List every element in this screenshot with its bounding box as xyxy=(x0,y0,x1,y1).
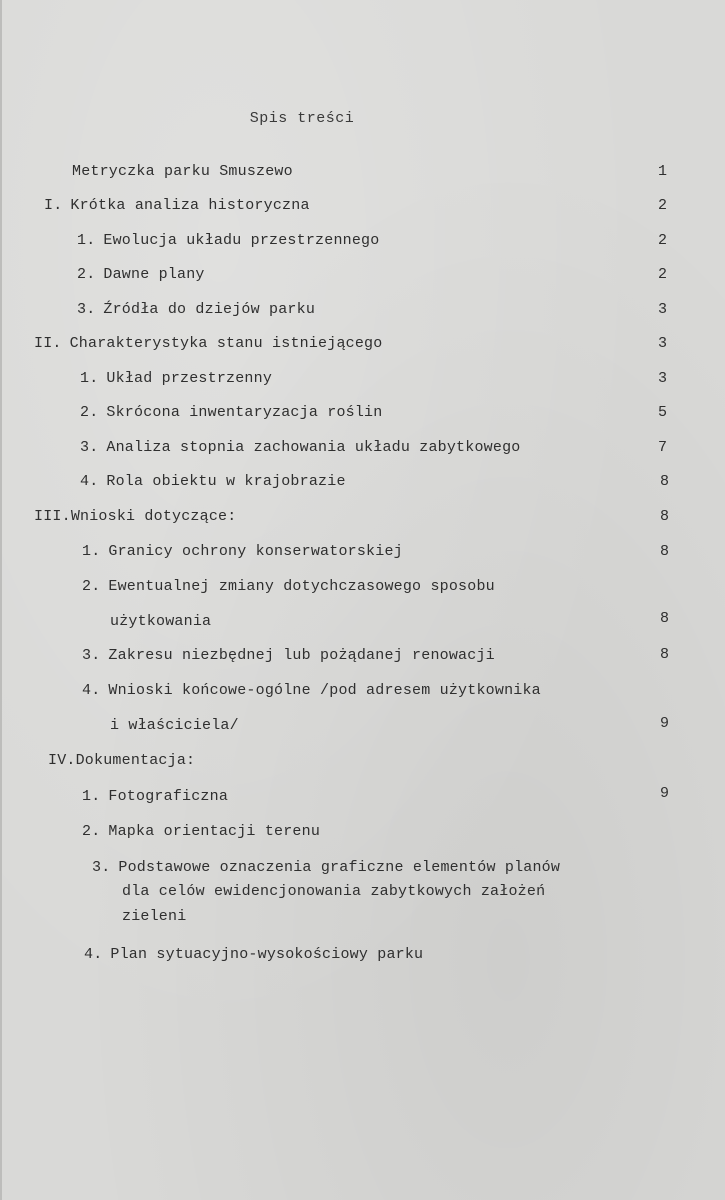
toc-entry xyxy=(34,508,236,525)
toc-entry-text: Rola obiektu w krajobrazie xyxy=(106,473,346,490)
toc-page-number: 8 xyxy=(659,610,669,627)
toc-page-number: 5 xyxy=(657,404,667,421)
toc-page-number: 8 xyxy=(659,646,669,663)
toc-entry-text: zieleni xyxy=(122,908,187,925)
toc-entry-mark: 3. xyxy=(92,859,111,876)
toc-entry-text: Dokumentacja: xyxy=(75,752,196,769)
toc-entry xyxy=(72,163,293,180)
toc-page-number: 9 xyxy=(659,785,669,802)
toc-entry-text: Plan sytuacyjno-wysokościowy parku xyxy=(110,946,424,963)
toc-entry-continuation xyxy=(122,883,545,900)
toc-entry-text: Mapka orientacji terenu xyxy=(108,823,321,840)
toc-entry-mark: 3. xyxy=(80,439,99,456)
toc-entry-text: Charakterystyka stanu istniejącego xyxy=(69,335,383,352)
toc-entry-mark: 2. xyxy=(80,404,99,421)
toc-entry xyxy=(82,788,228,805)
toc-entry-mark: III. xyxy=(34,508,71,525)
toc-page-number: 3 xyxy=(657,370,667,387)
toc-entry-text: Zakresu niezbędnej lub pożądanej renowacji xyxy=(108,647,495,664)
toc-entry-text: Metryczka parku Smuszewo xyxy=(72,163,293,180)
toc-entry-mark: 3. xyxy=(82,647,101,664)
toc-page-number: 8 xyxy=(659,508,669,525)
toc-entry-text: Fotograficzna xyxy=(108,788,229,805)
toc-entry-mark: II. xyxy=(34,335,62,352)
toc-page-number: 2 xyxy=(657,232,667,249)
toc-entry-mark: 1. xyxy=(82,788,101,805)
toc-entry-text: Źródła do dziejów parku xyxy=(103,301,316,318)
toc-entry xyxy=(82,647,495,664)
toc-entry-continuation xyxy=(122,908,186,925)
toc-entry-mark: 4. xyxy=(82,682,101,699)
toc-page-number: 7 xyxy=(657,439,667,456)
toc-entry-mark: 1. xyxy=(82,543,101,560)
toc-entry-mark: 2. xyxy=(82,823,101,840)
toc-entry xyxy=(80,439,520,456)
toc-entry-text: Dawne plany xyxy=(103,266,205,283)
toc-entry-mark: IV. xyxy=(48,752,76,769)
toc-entry-mark: I. xyxy=(44,197,63,214)
toc-entry-continuation xyxy=(110,717,239,734)
toc-entry xyxy=(92,859,560,876)
toc-entry-mark: 1. xyxy=(77,232,96,249)
toc-entry-text: Wnioski dotyczące: xyxy=(70,508,237,525)
toc-entry-text: użytkowania xyxy=(110,613,212,630)
toc-entry xyxy=(80,473,346,490)
toc-entry-mark: 2. xyxy=(77,266,96,283)
toc-page-number: 8 xyxy=(659,473,669,490)
toc-entry xyxy=(82,682,541,699)
toc-entry xyxy=(82,543,403,560)
toc-entry xyxy=(44,197,310,214)
toc-entry xyxy=(48,752,195,769)
toc-page-number: 9 xyxy=(659,715,669,732)
toc-entry xyxy=(84,946,423,963)
toc-entry xyxy=(82,578,495,595)
toc-entry-text: Krótka analiza historyczna xyxy=(70,197,310,214)
toc-entry-text: Ewentualnej zmiany dotychczasowego sposobu xyxy=(108,578,495,595)
toc-page-number: 1 xyxy=(657,163,667,180)
toc-entry-mark: 2. xyxy=(82,578,101,595)
toc-entry-text: Ewolucja układu przestrzennego xyxy=(103,232,380,249)
toc-page-number: 2 xyxy=(657,197,667,214)
toc-entry-text: Granicy ochrony konserwatorskiej xyxy=(108,543,403,560)
toc-entry xyxy=(77,301,315,318)
toc-entry-text: Wnioski końcowe-ogólne /pod adresem użytkownika xyxy=(108,682,541,699)
page-title: Spis treści xyxy=(249,110,355,127)
toc-entry xyxy=(77,266,205,283)
toc-entry xyxy=(82,823,320,840)
toc-entry-text: dla celów ewidencjonowania zabytkowych założeń xyxy=(122,883,546,900)
toc-entry xyxy=(80,404,382,421)
toc-entry-text: i właściciela/ xyxy=(110,717,239,734)
toc-entry-text: Skrócona inwentaryzacja roślin xyxy=(106,404,383,421)
toc-page-number: 2 xyxy=(657,266,667,283)
toc-entry-mark: 4. xyxy=(80,473,99,490)
toc-entry xyxy=(80,370,272,387)
toc-page-number: 3 xyxy=(657,335,667,352)
toc-entry-mark: 4. xyxy=(84,946,103,963)
toc-entry-text: Analiza stopnia zachowania układu zabytkowego xyxy=(106,439,521,456)
toc-entry-mark: 3. xyxy=(77,301,96,318)
toc-entry xyxy=(34,335,382,352)
toc-page-number: 8 xyxy=(659,543,669,560)
toc-entry-text: Układ przestrzenny xyxy=(106,370,273,387)
toc-entry-continuation xyxy=(110,613,211,630)
toc-page-number: 3 xyxy=(657,301,667,318)
toc-entry-text: Podstawowe oznaczenia graficzne elementów planów xyxy=(118,859,561,876)
toc-entry-mark: 1. xyxy=(80,370,99,387)
toc-entry xyxy=(77,232,379,249)
